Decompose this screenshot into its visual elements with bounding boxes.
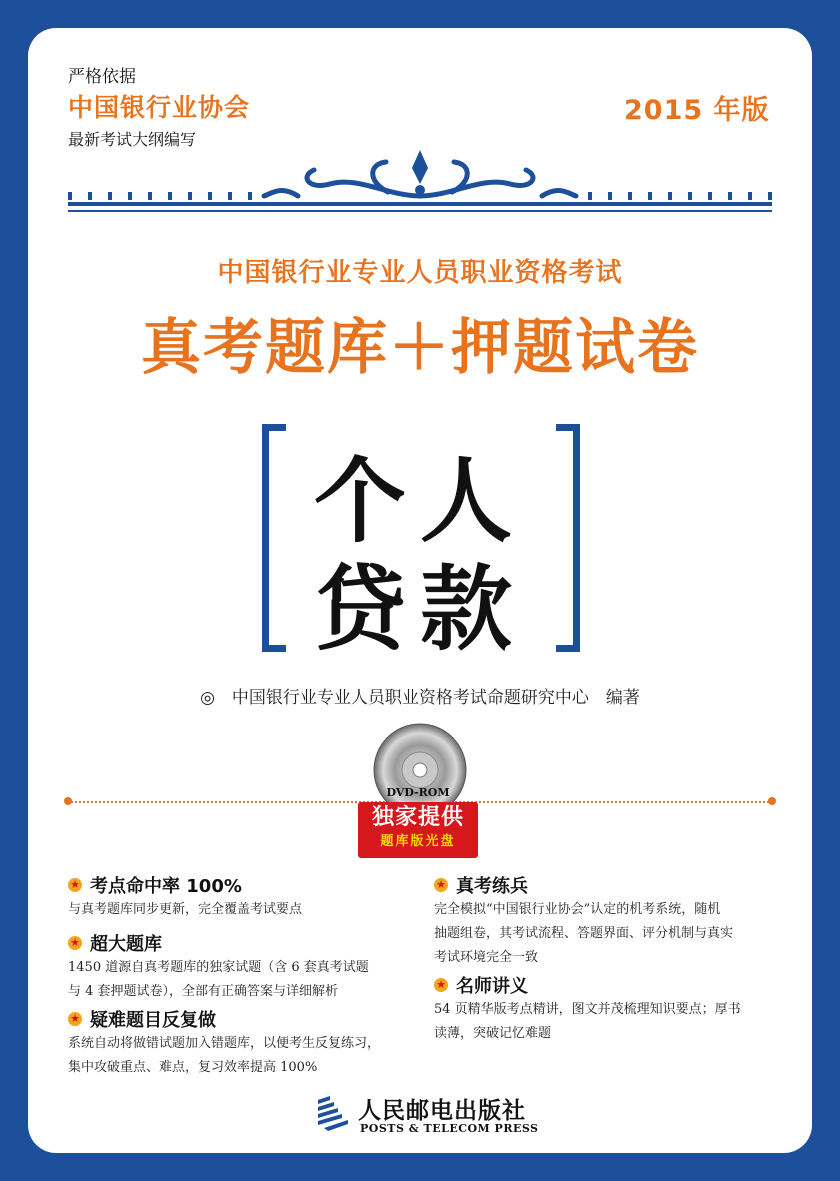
exam-subtitle: 中国银行业专业人员职业资格考试 (217, 258, 623, 288)
feature-title: 真考练兵 (456, 876, 528, 897)
star-icon: ★ (434, 978, 448, 992)
divider-dot-left (64, 797, 72, 805)
subject-title-line2: 贷款 (313, 555, 526, 663)
feature-body-line: 集中攻破重点、难点，复习效率提高 100% (68, 1060, 318, 1075)
feature-body-line: 54 页精华版考点精讲，图文并茂梳理知识要点；厚书 (434, 1002, 741, 1017)
feature-body-line: 考试环境完全一致 (434, 950, 539, 965)
feature-body-line: 抽题组卷，其考试流程、答题界面、评分机制与真实 (434, 926, 734, 941)
disc-badge (350, 786, 486, 858)
feature-body: 与真考题库同步更新，完全覆盖考试要点 (68, 902, 303, 917)
feature-body-line: 完全模拟“中国银行业协会”认定的机考系统，随机 (434, 902, 721, 917)
dvd-rom-label: DVD-ROM (386, 786, 450, 799)
feature-body-line: 与 4 套押题试卷），全部有正确答案与详细解析 (68, 984, 339, 999)
star-icon: ★ (68, 936, 82, 950)
feature-real-exam (434, 872, 784, 970)
feature-repeat-practice (68, 1006, 448, 1080)
feature-body-line: 1450 道源自真考题库的独家试题（含 6 套真考试题 (68, 960, 369, 975)
feature-body-line: 系统自动将做错试题加入错题库，以便考生反复练习， (68, 1036, 381, 1051)
star-icon: ★ (68, 1012, 82, 1026)
publisher-logo-icon (314, 1094, 354, 1132)
edition-label: 2015 年版 (624, 95, 770, 126)
header-basis-line: 严格依据 (68, 67, 136, 87)
publisher (314, 1090, 544, 1140)
feature-hit-rate (68, 872, 428, 922)
header-association: 中国银行业协会 (68, 93, 251, 122)
author-line: ◎ 中国银行业专业人员职业资格考试命题研究中心 编著 (200, 688, 640, 708)
subject-title-line1: 个人 (313, 447, 526, 555)
ornament-divider (68, 146, 772, 220)
badge-disc-type: 题库版光盘 (380, 834, 456, 849)
book-title: 真考题库＋押题试卷 (141, 313, 699, 383)
publisher-name-cn: 人民邮电出版社 (358, 1097, 526, 1124)
badge-exclusive: 独家提供 (371, 805, 464, 830)
feature-title: 名师讲义 (456, 976, 528, 997)
divider-dot-right (768, 797, 776, 805)
feature-title: 超大题库 (90, 934, 162, 955)
publisher-name-en: POSTS & TELECOM PRESS (360, 1122, 539, 1135)
star-icon: ★ (68, 878, 82, 892)
feature-title: 疑难题目反复做 (90, 1010, 216, 1031)
feature-large-bank (68, 930, 448, 1004)
header-syllabus-line: 最新考试大纲编写 (68, 130, 197, 149)
feature-teacher-notes (434, 972, 784, 1046)
badge-box (358, 802, 478, 858)
star-icon: ★ (434, 878, 448, 892)
feature-body-line: 读薄，突破记忆难题 (434, 1026, 552, 1041)
feature-title: 考点命中率 100% (90, 876, 242, 897)
